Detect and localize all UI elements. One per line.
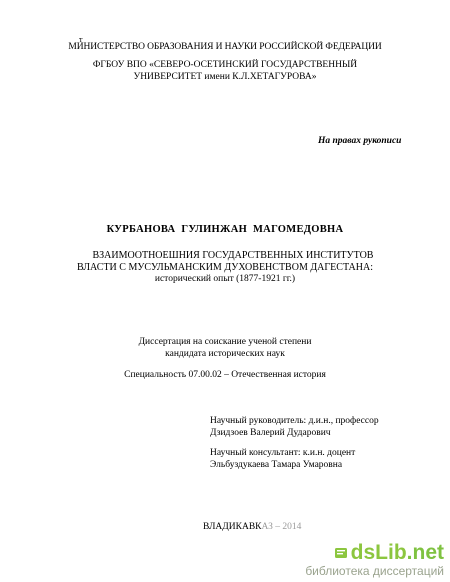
supervisor-block	[210, 416, 379, 439]
rights-notice: На правах рукописи	[318, 136, 402, 146]
supervisor-name: Дзидзоев Валерий Дударович	[210, 427, 331, 438]
ministry-heading: МИНИСТЕРСТВО ОБРАЗОВАНИЯ И НАУКИ РОССИЙСКОЙ ФЕДЕРАЦИИ	[68, 42, 382, 52]
corner-mark: т	[79, 35, 83, 44]
dslib-logo-main: dsLib	[350, 541, 407, 564]
dslib-tagline: библиотека диссертаций	[305, 564, 444, 578]
university-line-1: ФГБОУ ВПО «СЕВЕРО-ОСЕТИНСКИЙ ГОСУДАРСТВЕННЫЙ	[92, 60, 358, 70]
city-year-obscured: АЗ – 2014	[261, 522, 302, 532]
dslib-watermark[interactable]	[305, 542, 444, 578]
city-name: ВЛАДИКАВК	[203, 522, 262, 532]
consultant-block	[210, 448, 355, 471]
thesis-title	[0, 250, 450, 273]
dslib-logo[interactable]	[305, 542, 444, 564]
city-year	[203, 522, 301, 532]
dslib-book-icon	[334, 546, 348, 560]
supervisor-role: Научный руководитель: д.и.н., профессор	[210, 416, 379, 426]
degree-line-1: Диссертация на соискание ученой степени	[138, 337, 312, 347]
consultant-name: Эльбуздукаева Тамара Умаровна	[210, 459, 343, 470]
degree-statement	[0, 337, 450, 360]
speciality: Специальность 07.00.02 – Отечественная история	[124, 370, 326, 380]
thesis-subtitle: исторический опыт (1877-1921 гг.)	[154, 274, 296, 284]
dslib-logo-tld: .net	[406, 541, 444, 564]
consultant-role: Научный консультант: к.и.н. доцент	[210, 448, 356, 458]
degree-line-2: кандидата исторических наук	[165, 348, 285, 359]
thesis-title-line-2: ВЛАСТИ С МУСУЛЬМАНСКИМ ДУХОВЕНСТВОМ ДАГЕСТАНА:	[76, 261, 373, 273]
author-name: КУРБАНОВА ГУЛИНЖАН МАГОМЕДОВНА	[106, 224, 344, 235]
thesis-title-line-1: ВЗАИМООТНОЕШНИЯ ГОСУДАРСТВЕННЫХ ИНСТИТУТОВ	[92, 250, 374, 261]
university-heading	[0, 60, 450, 83]
university-line-2: УНИВЕРСИТЕТ имени К.Л.ХЕТАГУРОВА»	[133, 71, 317, 82]
